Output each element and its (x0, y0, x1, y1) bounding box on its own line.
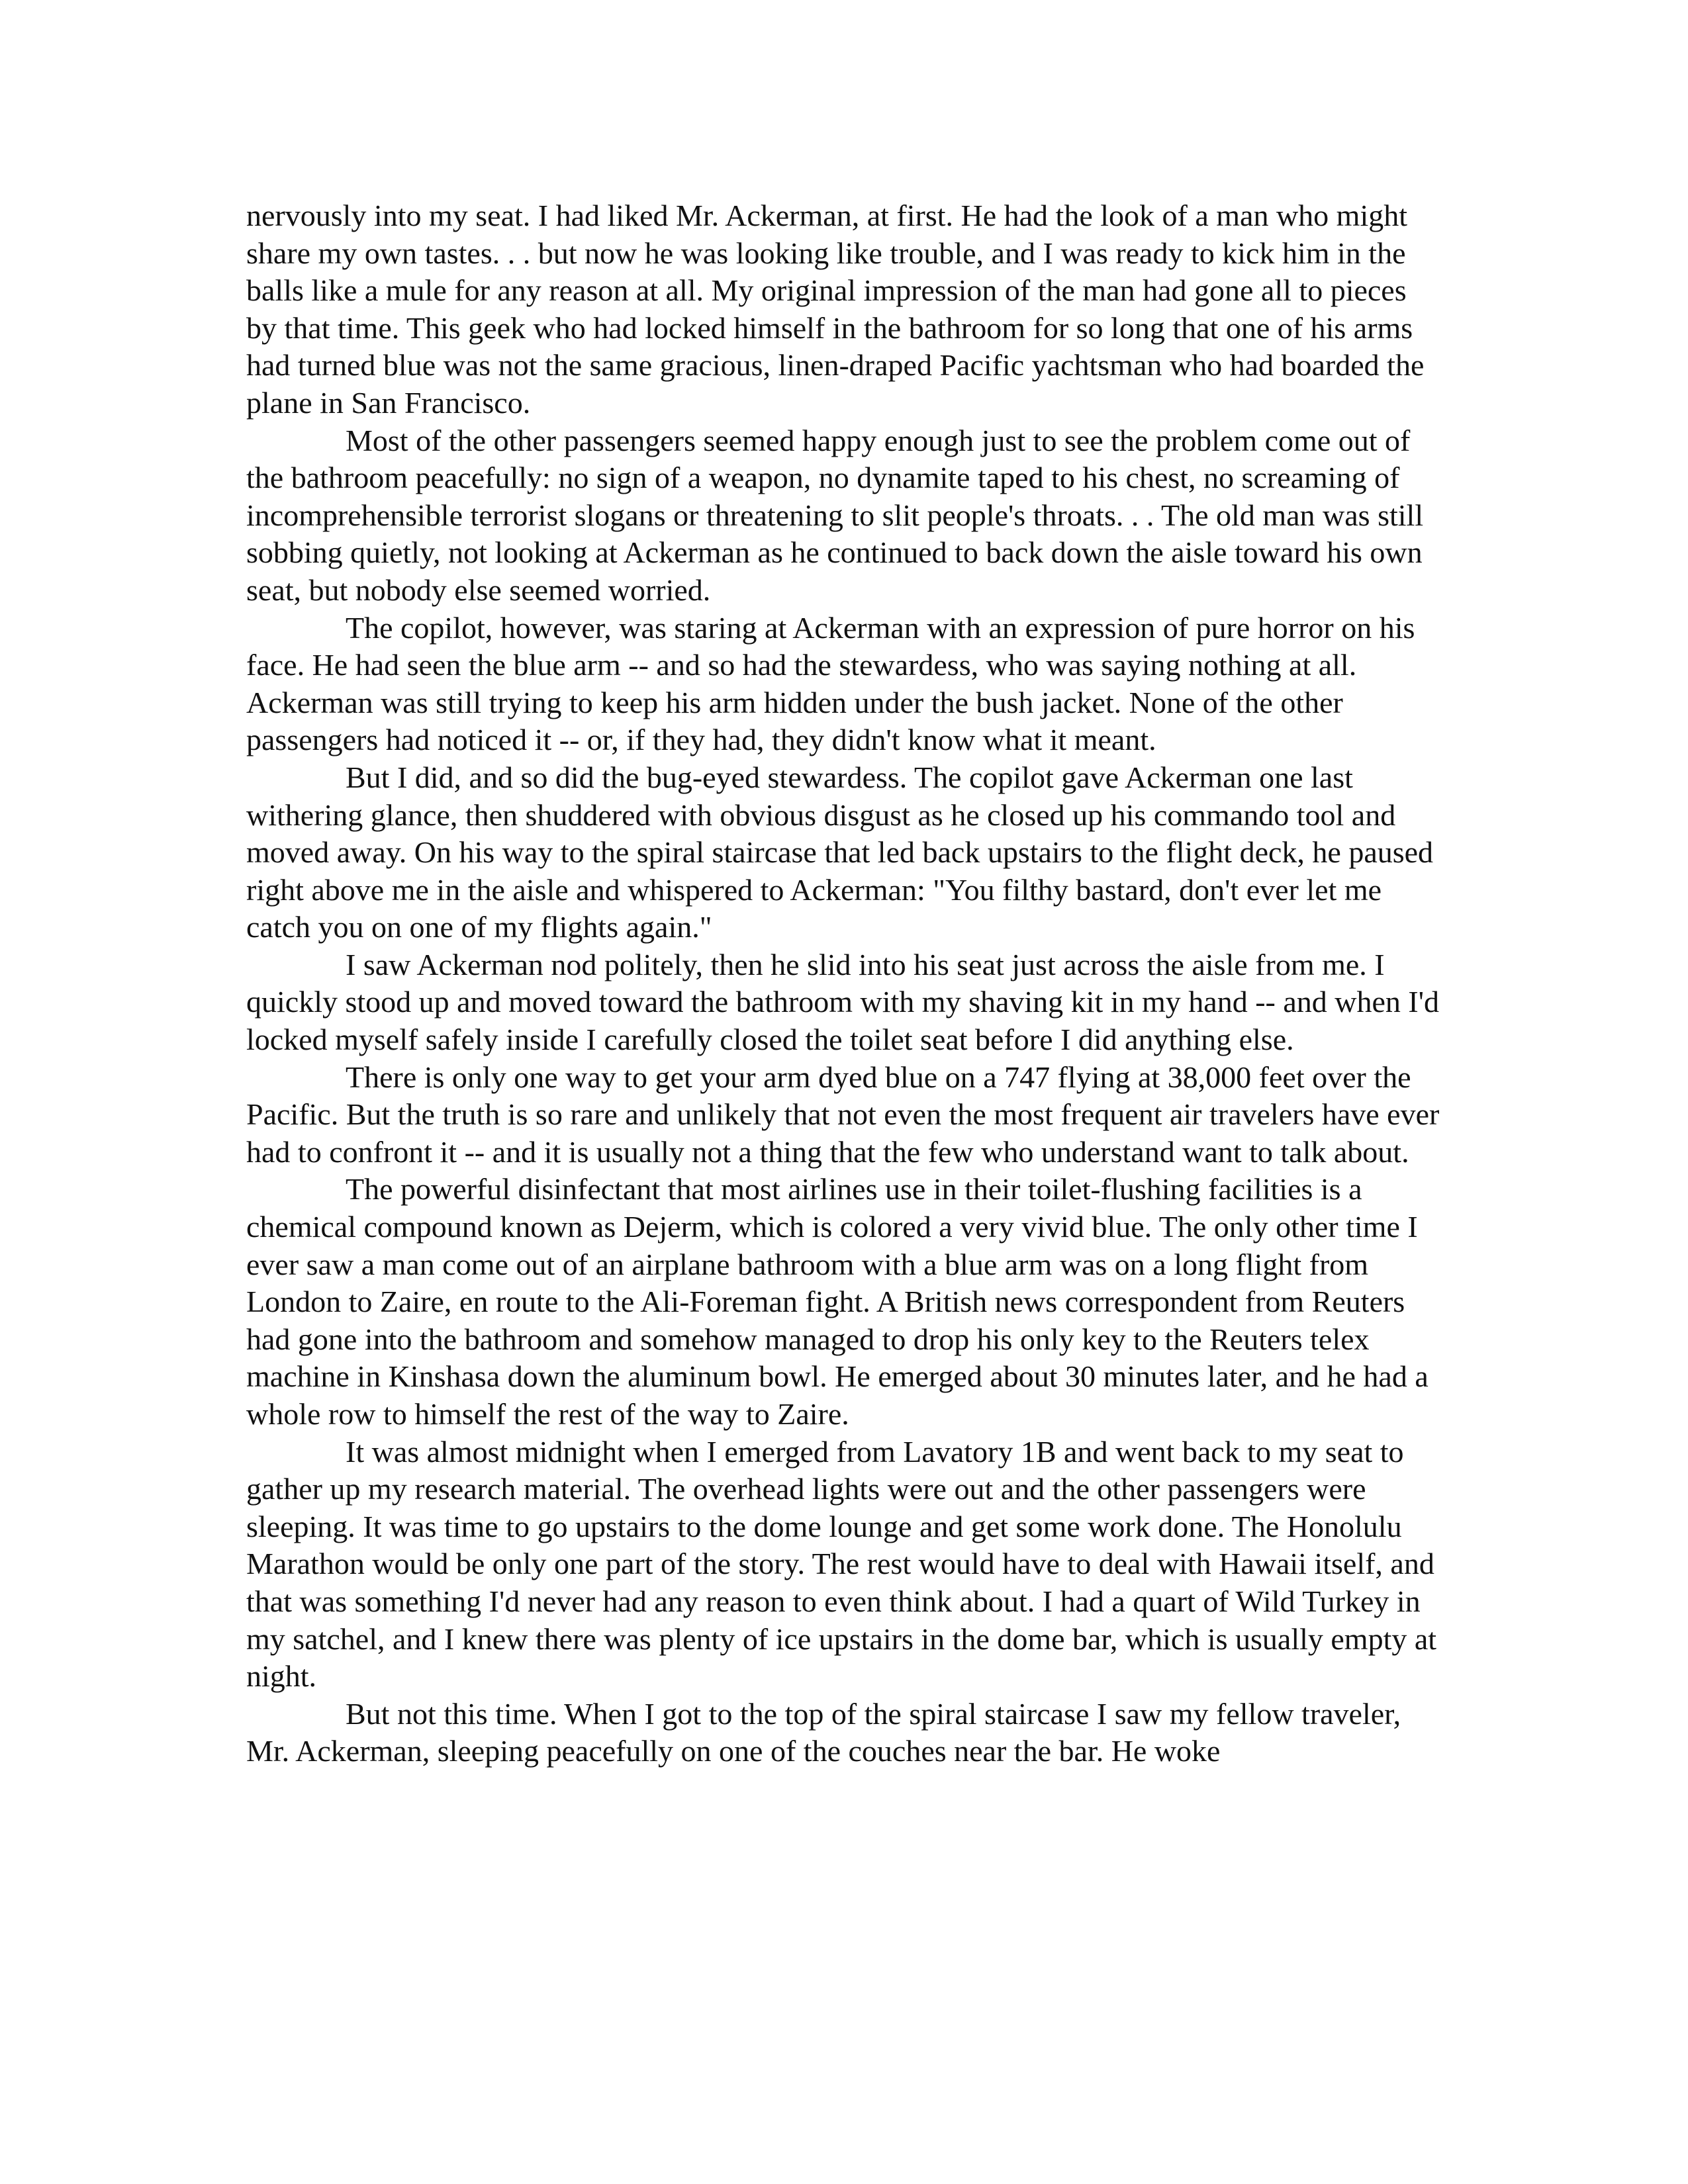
paragraph-9: But not this time. When I got to the top of the spiral staircase I saw my fellow traveler, Mr. Ackerman, sleeping peacefully on one of the couches near the bar. He woke (246, 1696, 1401, 1768)
paragraph-3: The copilot, however, was staring at Ackerman with an expression of pure horror on his face. He had seen the blue arm -- and so had the stewardess, who was saying nothing at all. Ackerman was still trying to keep his arm hidden under the bush jacket. None of the other passengers had noticed it -- or, if they had, they didn't know what it meant. (246, 610, 1415, 757)
paragraph-8: It was almost midnight when I emerged from Lavatory 1B and went back to my seat to gather up my research material. The overhead lights were out and the other passengers were sleeping. It was time to go upstairs to the dome lounge and get some work done. The Honolulu Marathon would be only one part of the story. The rest would have to deal with Hawaii itself, and that was something I'd never had any reason to even think about. I had a quart of Wild Turkey in my satchel, and I knew there was plenty of ice upstairs in the dome bar, which is usually empty at night. (246, 1434, 1437, 1694)
body-text (246, 197, 1442, 1770)
paragraph-5: I saw Ackerman nod politely, then he slid into his seat just across the aisle from me. I quickly stood up and moved toward the bathroom with my shaving kit in my hand -- and when I'd locked myself safely inside I carefully closed the toilet seat before I did anything else. (246, 947, 1439, 1057)
paragraph-7: The powerful disinfectant that most airlines use in their toilet-flushing facilities is a chemical compound known as Dejerm, which is colored a very vivid blue. The only other time I ever saw a man come out of an airplane bathroom with a blue arm was on a long flight from London to Zaire, en route to the Ali-Foreman fight. A British news correspondent from Reuters had gone into the bathroom and somehow managed to drop his only key to the Reuters telex machine in Kinshasa down the aluminum bowl. He emerged about 30 minutes later, and he had a whole row to himself the rest of the way to Zaire. (246, 1172, 1429, 1431)
paragraph-2: Most of the other passengers seemed happy enough just to see the problem come out of the bathroom peacefully: no sign of a weapon, no dynamite taped to his chest, no screaming of incomprehensible terrorist slogans or threatening to slit people's throats. . . The old man was still sobbing quietly, not looking at Ackerman as he continued to back down the aisle toward his own seat, but nobody else seemed worried. (246, 423, 1424, 607)
paragraph-4: But I did, and so did the bug-eyed stewardess. The copilot gave Ackerman one last withering glance, then shuddered with obvious disgust as he closed up his commando tool and moved away. On his way to the spiral staircase that led back upstairs to the flight deck, he paused right above me in the aisle and whispered to Ackerman: "You filthy bastard, don't ever let me catch you on one of my flights again." (246, 760, 1434, 944)
paragraph-6: There is only one way to get your arm dyed blue on a 747 flying at 38,000 feet over the Pacific. But the truth is so rare and unlikely that not even the most frequent air travelers have ever had to confront it -- and it is usually not a thing that the few who understand want to talk about. (246, 1060, 1440, 1169)
paragraph-1: nervously into my seat. I had liked Mr. Ackerman, at first. He had the look of a man who might share my own tastes. . . but now he was looking like trouble, and I was ready to kick him in the balls like a mule for any reason at all. My original impression of the man had gone all to pieces by that time. This geek who had locked himself in the bathroom for so long that one of his arms had turned blue was not the same gracious, linen-draped Pacific yachtsman who had boarded the plane in San Francisco. (246, 199, 1425, 420)
